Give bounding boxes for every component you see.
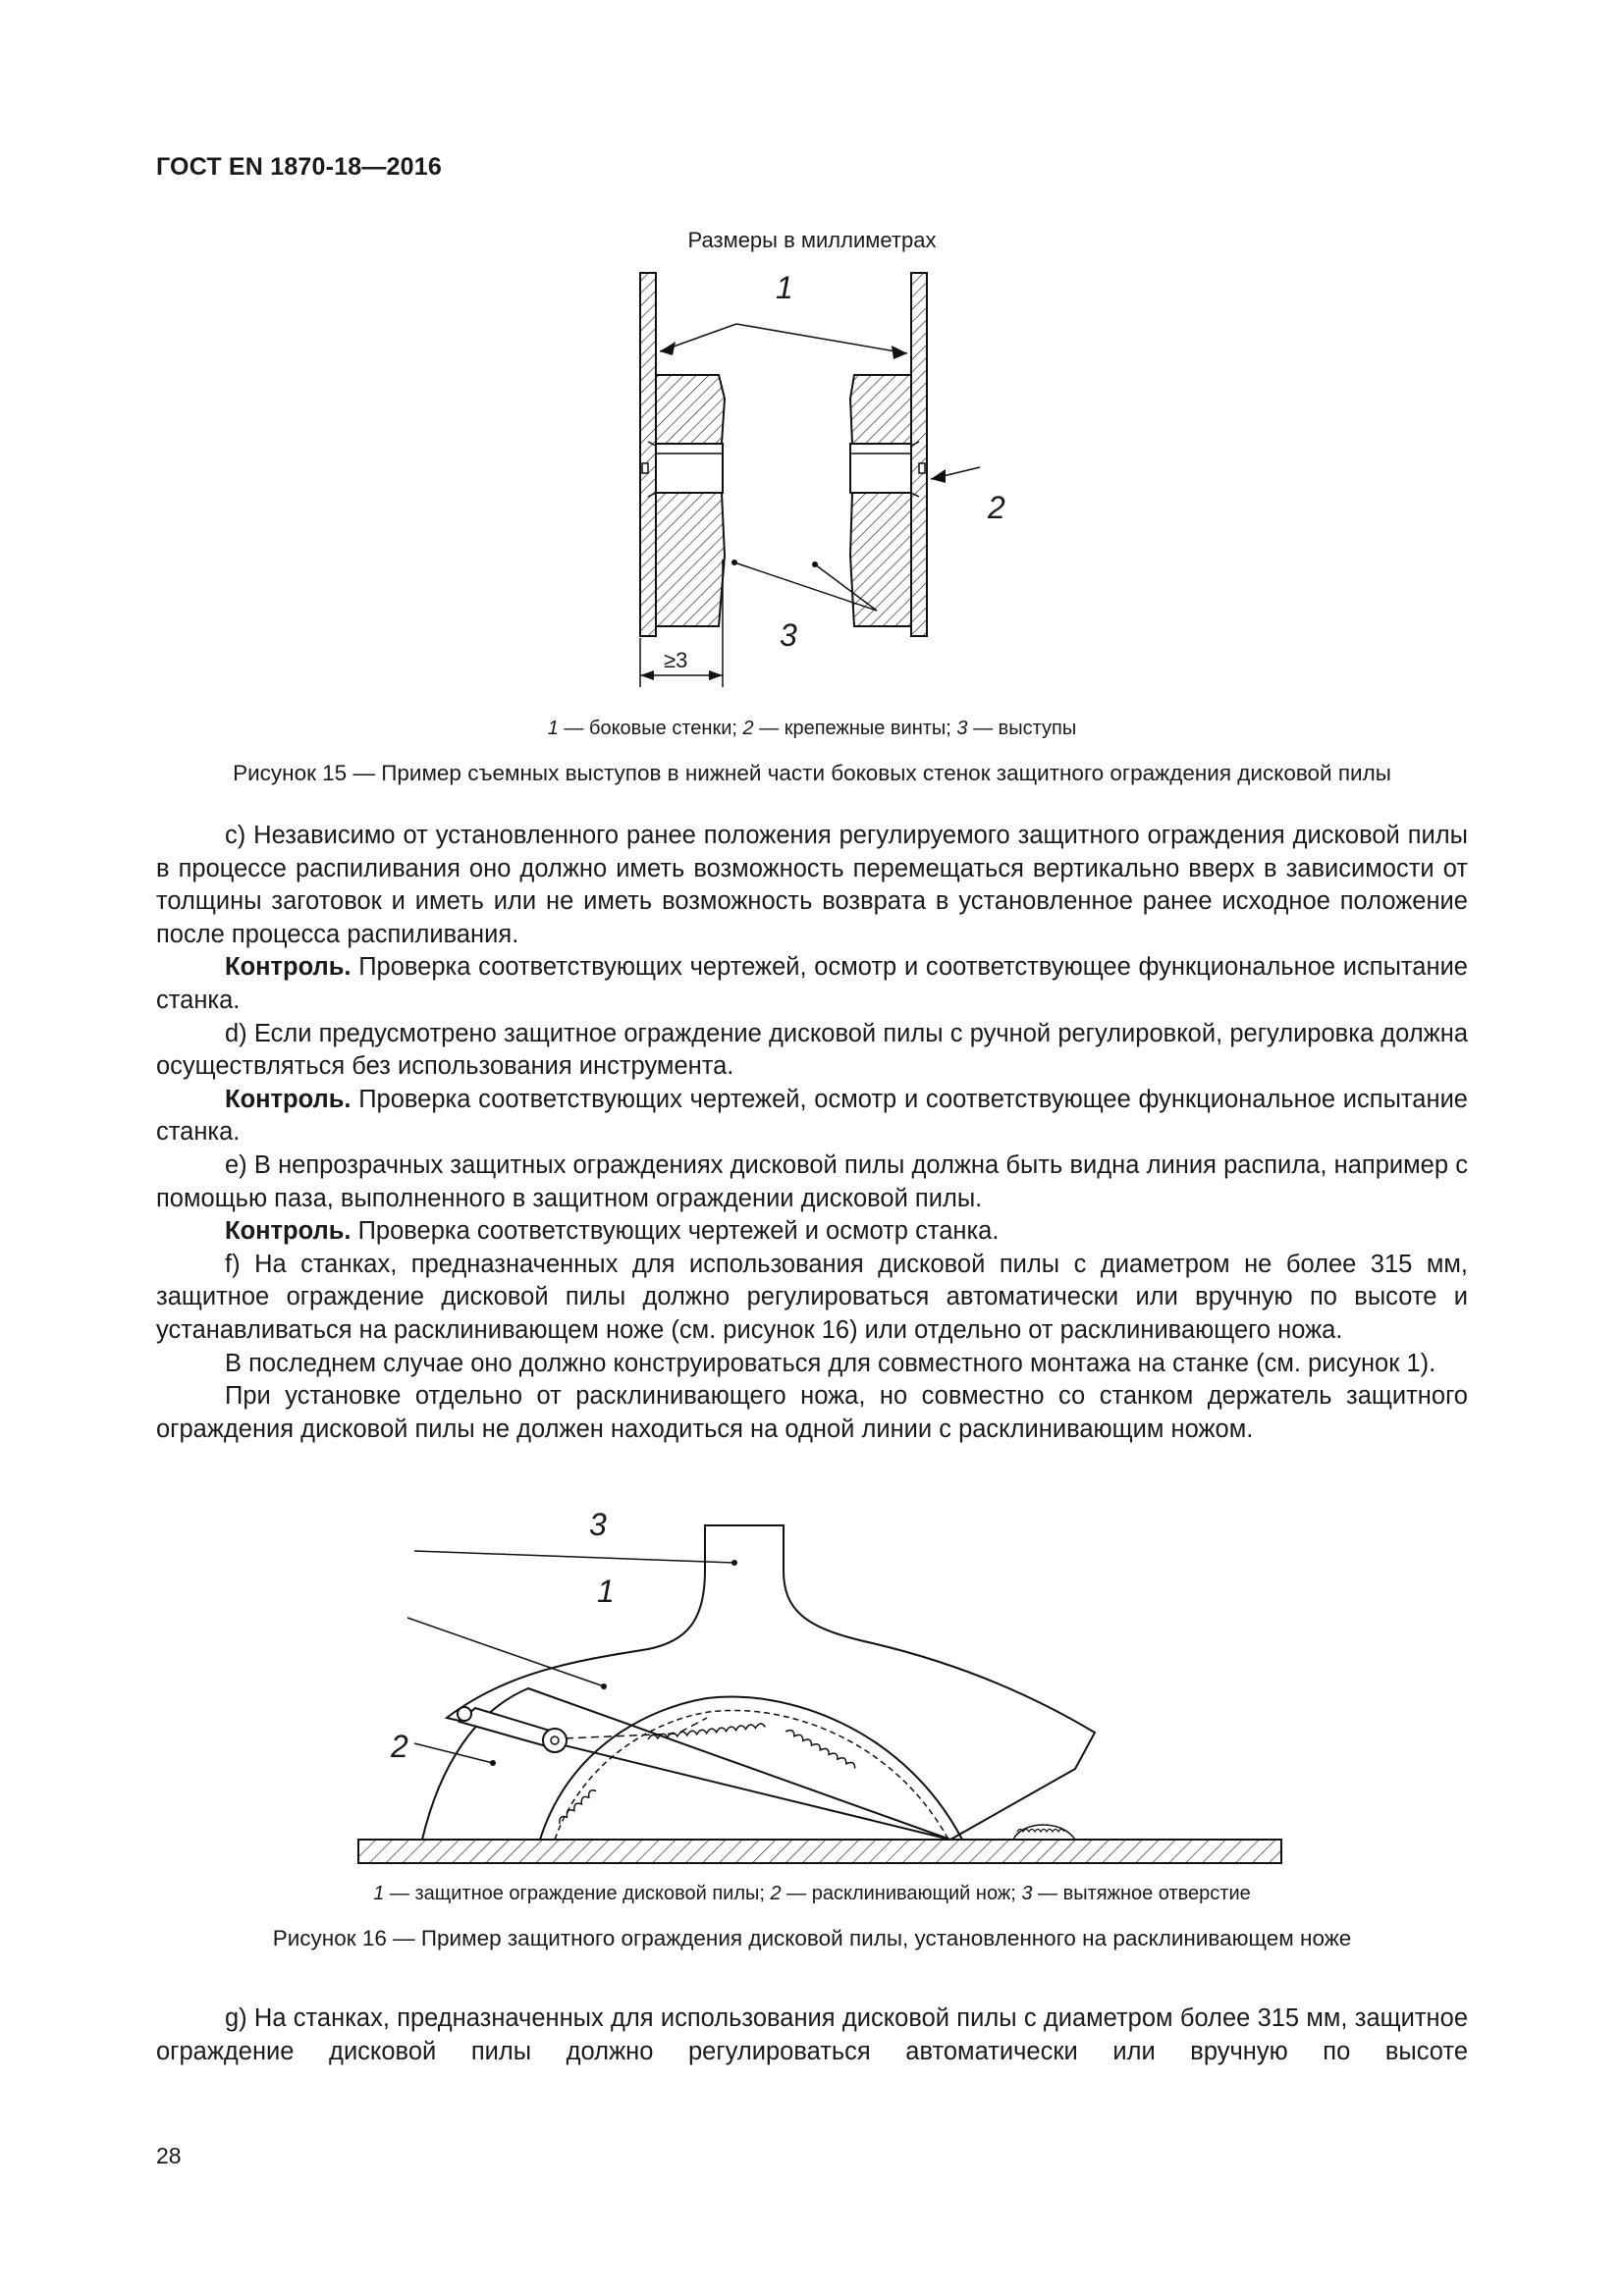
right-projection-lower bbox=[850, 493, 911, 626]
figure-16-drawing bbox=[353, 1512, 1286, 1865]
paragraph-c: c) Независимо от установленного ранее положения регулируемого защитного ограждения дисковой пилы в процессе распиливания оно должно иметь возможность перемещаться вертикально вверх в зависимости от толщины заготовок и иметь или не иметь возможность возврата в установленное ранее исходное положение после процесса распиливания. bbox=[156, 822, 1468, 948]
page-number: 28 bbox=[156, 2143, 182, 2168]
fig15-dimension: ≥3 bbox=[664, 648, 688, 672]
right-side-wall bbox=[911, 273, 927, 636]
paragraph-f: f) На станках, предназначенных для использования дисковой пилы с диаметром не более 315 мм, защитное ограждение дисковой пилы должно регулироваться автоматически или вручную по высоте и устанавливаться на расклинивающем ноже (см. рисунок 16) или отдельно от расклинивающего ножа. bbox=[156, 1250, 1468, 1344]
fig16-label-1: 1 bbox=[597, 1574, 615, 1609]
left-projection-upper bbox=[656, 375, 725, 444]
document-header: ГОСТ EN 1870-18—2016 bbox=[156, 153, 442, 181]
paragraph-d: d) Если предусмотрено защитное ограждение дисковой пилы с ручной регулировкой, регулировка должна осуществляться без использования инструмента. bbox=[156, 1019, 1468, 1081]
control-paragraph-2: Контроль. Проверка соответствующих чертежей, осмотр и соответствующее функциональное испытание станка. bbox=[156, 1085, 1468, 1147]
figure-15-drawing bbox=[619, 265, 1011, 697]
fig16-label-3: 3 bbox=[589, 1512, 607, 1542]
figure-16-legend: 1 — защитное ограждение дисковой пилы; 2 — расклинивающий нож; 3 — вытяжное отверстие bbox=[373, 1883, 1251, 1904]
control-paragraph-3: Контроль. Проверка соответствующих чертежей и осмотр станка. bbox=[225, 1217, 1000, 1246]
machine-table bbox=[358, 1840, 1281, 1863]
left-side-wall bbox=[640, 273, 656, 636]
right-projection-upper bbox=[850, 375, 911, 444]
paragraph-f-2: В последнем случае оно должно конструироваться для совместного монтажа на станке (см. рисунок 1). bbox=[225, 1349, 1436, 1377]
paragraph-g: g) На станках, предназначенных для использования дисковой пилы с диаметром более 315 мм, защитное ограждение дисковой пилы должно регулироваться автоматически или вручную по высоте bbox=[156, 2004, 1468, 2065]
control-paragraph-1: Контроль. Проверка соответствующих чертежей, осмотр и соответствующее функциональное испытание станка. bbox=[156, 953, 1468, 1014]
figure-15-legend: 1 — боковые стенки; 2 — крепежные винты; 3 — выступы bbox=[547, 718, 1077, 739]
scoring-blade bbox=[1013, 1825, 1075, 1840]
paragraph-e: e) В непрозрачных защитных ограждениях дисковой пилы должна быть видна линия распила, например с помощью паза, выполненного в защитном ограждении дисковой пилы. bbox=[156, 1150, 1468, 1212]
fig15-label-3: 3 bbox=[780, 617, 797, 653]
dimensions-note: Размеры в миллиметрах bbox=[687, 228, 937, 252]
right-insert-gap bbox=[850, 444, 911, 493]
saw-blade-guard bbox=[447, 1525, 1095, 1840]
body-text-section-1 bbox=[156, 820, 1468, 1446]
paragraph-f-3: При установке отдельно от расклинивающего ножа, но совместно со станком держатель защитного ограждения дисковой пилы не должен находиться на одной линии с расклинивающим ножом. bbox=[156, 1382, 1468, 1443]
fig15-label-1: 1 bbox=[776, 270, 793, 305]
fig15-label-2: 2 bbox=[988, 490, 1005, 525]
figure-16-caption: Рисунок 16 — Пример защитного ограждения дисковой пилы, установленного на расклинивающем ноже bbox=[272, 1926, 1352, 1950]
left-projection-lower bbox=[656, 493, 725, 626]
riving-knife bbox=[422, 1688, 950, 1840]
body-text-section-2 bbox=[156, 2002, 1468, 2068]
left-insert-gap bbox=[656, 444, 723, 493]
fig16-label-2: 2 bbox=[391, 1729, 408, 1764]
figure-15-caption: Рисунок 15 — Пример съемных выступов в нижней части боковых стенок защитного ограждения дисковой пилы bbox=[233, 761, 1391, 785]
